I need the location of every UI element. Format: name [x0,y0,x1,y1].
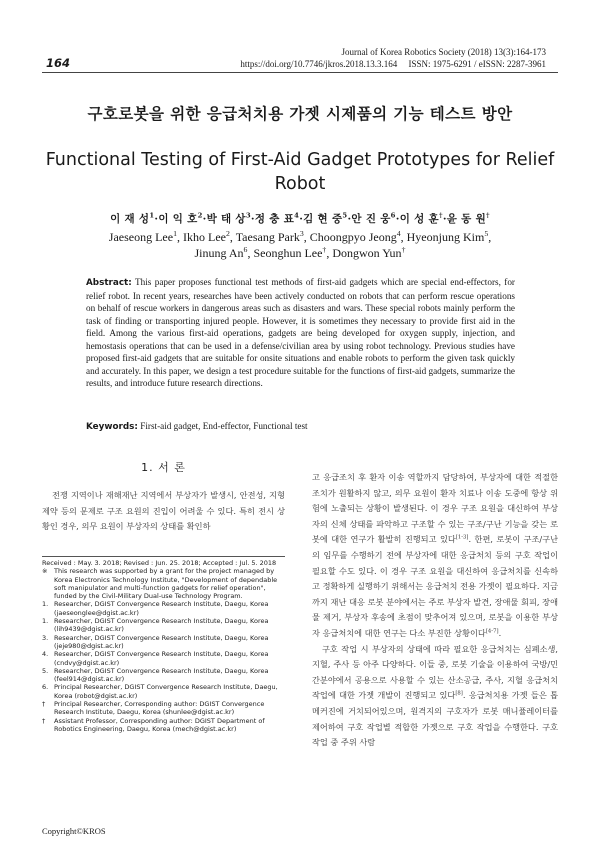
keywords-text: First-aid gadget, End-effector, Functional test [140,421,308,431]
affiliation-mark: 3 [245,211,251,220]
citation-ref[interactable]: [8] [455,690,463,697]
keywords [86,420,515,433]
abstract-label: Abstract: [86,278,132,288]
received-dates: Received : May. 3. 2018; Revised : Jun. 25. 2018; Accepted : Jul. 5. 2018 [42,559,277,567]
affiliation-note [42,617,285,634]
note-mark: 1. [42,617,49,626]
funding-text: This research was supported by a grant for the project managed by Korea Electronics Technology Institute, "Development of dependable soft manipulator and multi-function gadgets for relief operation", funded by the Civil-Military Dual-use Technology Program. [54,567,278,601]
corresponding-note [42,717,285,734]
note-mark: † [42,716,46,725]
note-mark: † [42,700,46,709]
author-en: Jinung An [194,246,244,260]
affiliation-note [42,650,285,667]
citation-ref[interactable]: [1-3] [455,534,469,541]
body-text: 고 응급조치 후 환자 이송 역할까지 담당하여, 부상자에 대한 적절한 조치가 원활하지 않고, 의무 요원이 환자 치료나 이송 도중에 항상 위험에 노출되는 상황이 발생된다. 이 경우 구조 요원을 대신하여 부상자의 신체 상태를 파악하고 구조할 수 있는 구조/구난 기능을 갖는 로봇에 대한 연구가 활발히 진행되고 있다 [312,472,558,545]
author-en: Taesang Park [235,230,300,244]
author-en: Dongwon Yun [332,246,402,260]
affiliation-mark: 5 [484,229,489,238]
author-ko: 윤 동 원 [446,213,487,225]
section-heading: 1. 서 론 [141,461,186,474]
keywords-label: Keywords: [86,422,138,432]
affiliation-mark: † [438,211,443,220]
affiliation-note [42,600,285,617]
affiliation-mark: 2 [197,211,203,220]
journal-header [166,46,546,70]
affiliation-mark: 1 [173,229,177,238]
note-text: Principal Researcher, DGIST Convergence Research Institute, Daegu, Korea (robot@dgist.ac.kr) [54,683,278,700]
affiliation-mark: 2 [225,229,230,238]
body-text: . [498,627,502,638]
affiliation-mark: 5 [342,211,348,220]
header-rule [42,72,558,73]
note-mark: 3. [42,633,49,642]
affiliation-mark: † [322,245,327,254]
affiliation-note [42,667,285,684]
note-text: Researcher, DGIST Convergence Research Institute, Daegu, Korea (jeje980@dgist.ac.kr) [54,633,269,650]
author-en: Jaeseong Lee [108,230,174,244]
body-text: . 응급처치용 가젯 들은 톱메커진에 거치되어있으며, 원격지의 구호자가 로봇 매니퓰레이터를 제어하여 구호 작업별 적합한 가젯으로 구호 작업을 수행한다. 구호 작업 중 주위 사람 [312,690,559,748]
copyright: Copyright©KROS [42,826,106,836]
issn: ISSN: 1975-6291 / eISSN: 2287-3961 [408,59,546,69]
affiliation-mark: 6 [390,211,396,220]
author-ko: 이 익 호 [158,213,198,225]
footnote-rule [42,556,285,557]
note-text: Researcher, DGIST Convergence Research Institute, Daegu, Korea (feel914@dgist.ac.kr) [54,666,269,684]
korean-title: 구호로봇을 위한 응급처치용 가젯 시제품의 기능 테스트 방안 [87,104,513,123]
note-mark: 5. [42,666,49,675]
affiliation-mark: 1 [149,211,155,220]
author-ko: 안 진 웅 [351,213,391,225]
author-ko: 박 태 상 [206,213,246,225]
affiliation-mark: 6 [243,245,248,254]
intro-paragraph: 전쟁 지역이나 재해재난 지역에서 부상자가 발생시, 안전성, 지형 제약 등의 문제로 구조 요원의 진입이 어려울 수 있다. 특히 전시 상황인 경우, 의무 요원이 부상자의 상태를 확인하 [42,490,285,532]
english-authors: Jaeseong Lee$^1$, Ikho Lee$^2$, Taesang Park$^3$, Choongpyo Jeong$^4$, Hyeonjung Kim$^5$, Jinung An$^6$, Seonghun Lee†, Dongwon Yun† [108,229,492,260]
body-text: . 한편, 로봇이 구조/구난의 임무를 수행하기 전에 부상자에 대한 응급처치 등의 구호 작업이 필요할 수도 있다. 이 경우 구조 요원을 대신하여 응급처치를 신속하고 정확하게 실행하기 위해서는 응급처치 전용 가젯이 필요하다. 지금까지 재난 대응 로봇 분야에서는 주로 부상자 발견, 장애물 회피, 장애물 제거, 부상자 후송에 초점이 맞추어져 있으며, 로봇을 이용한 부상자 응급처치에 대한 연구는 다소 부진한 상황이다 [312,534,558,638]
doi-issn-line [166,58,546,70]
note-text: Researcher, DGIST Convergence Research Institute, Daegu, Korea (cndvy@dgist.ac.kr) [54,650,269,667]
funding-mark: ※ [42,567,48,576]
author-en: Ikho Lee [183,230,226,244]
note-text: Researcher, DGIST Convergence Research Institute, Daegu, Korea (lih9439@dgist.ac.kr) [54,617,269,634]
author-ko: 김 현 중 [303,213,343,225]
author-ko: 정 충 표 [254,213,295,225]
journal-citation: Journal of Korea Robotics Society (2018) 13(3):164-173 [341,47,546,57]
english-title: Functional Testing of First-Aid Gadget Prototypes for Relief Robot [45,150,555,194]
author-ko: 이 성 훈 [399,213,439,225]
author-en: Hyeonjung Kim [406,230,485,244]
affiliation-mark: 4 [396,229,401,238]
body-text: 구호 작업 시 부상자의 상태에 따라 필요한 응급처치는 심폐소생, 지혈, 주사 등 아주 다양하다. 이들 중, 로봇 기술을 이용하여 국방/민간분야에서 공용으로 사용할 수 있는 산소공급, 주사, 지혈 응급처치 작업에 대한 가젯 개발이 진행되고 있다 [312,643,558,701]
page-number: 164 [46,56,71,70]
author-en: Seonghun Lee [253,246,323,260]
korean-authors: 이 재 성$^1$·이 익 호$^2$·박 태 상$^3$·정 충 표$^4$·김 현 중$^5$·안 진 웅$^6$·이 성 훈†·윤 동 원† [110,211,490,225]
affiliation-note [42,634,285,651]
left-column-text [42,488,285,535]
right-column-text [312,470,558,751]
note-text: Researcher, DGIST Convergence Research Institute, Daegu, Korea (jaeseonglee@dgist.ac.kr) [54,600,269,617]
abstract [86,276,515,390]
note-text: Principal Researcher, Corresponding author: DGIST Convergence Research Institute, Daegu, Korea (shunlee@dgist.ac.kr) [54,700,265,717]
abstract-text: This paper proposes functional test methods of first-aid gadgets which are special end-effectors, for relief robot. In recent years, researches have been actively conducted on robots that can perform rescue operations on behalf of rescue workers in dangerous areas such as disasters and wars. These special robots mainly perform the task of finding or transporting injured people. However, it is sometimes they necessary to provide first aid in the field. Among the various first-aid operations, gadgets are being developed for oxygen supply, injection, and hemostasis operations that can be used in a defense/civilian area by using robot technology. Previous studies have proposed first-aid gadgets that are suitable for onsite situations and enable robots to perform the given task quickly and accurately. In this paper, we design a test procedure suitable for the functions of first-aid gadgets, summarize the results, and introduce future research directions. [86,277,515,388]
note-mark: 6. [42,683,49,692]
citation-ref[interactable]: [4-7] [485,628,499,635]
author-en: Choongpyo Jeong [309,230,397,244]
author-ko: 이 재 성 [110,213,150,225]
affiliation-mark: † [486,211,490,220]
funding-note [42,567,285,600]
footnotes [42,559,285,733]
affiliation-mark: 3 [299,229,304,238]
note-text: Assistant Professor, Corresponding author: DGIST Department of Robotics Engineering, Daegu, Korea (mech@dgist.ac.kr) [54,716,265,733]
corresponding-note [42,700,285,717]
affiliation-mark: † [401,245,406,254]
affiliation-note [42,683,285,700]
note-mark: 1. [42,600,49,609]
note-mark: 4. [42,650,49,659]
affiliation-mark: 4 [294,211,300,220]
doi-link[interactable]: https://doi.org/10.7746/jkros.2018.13.3.164 [240,59,398,69]
